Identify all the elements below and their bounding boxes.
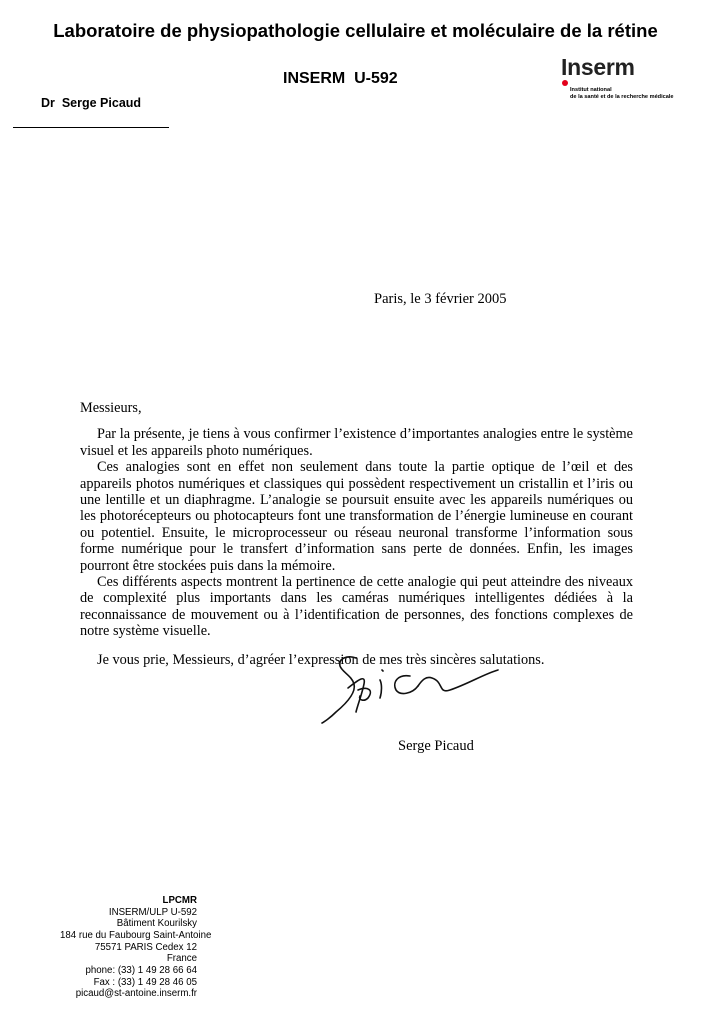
paragraph: Par la présente, je tiens à vous confirmer l’existence d’importantes analogies entre le système visuel et les appareils photo numériques.: [80, 426, 633, 459]
footer-line: 75571 PARIS Cedex 12: [94, 941, 197, 953]
footer-line: France: [166, 953, 197, 965]
closing-line: Je vous prie, Messieurs, d’agréer l’expression de mes très sincères salutations.: [97, 651, 545, 668]
logo-red-dot: [562, 80, 568, 86]
author-name-header: Dr Serge Picaud: [41, 96, 142, 110]
logo-subtitle-line2: de la santé et de la recherche médicale: [570, 94, 674, 100]
letter-date: Paris, le 3 février 2005: [374, 291, 507, 307]
signer-name: Serge Picaud: [398, 738, 474, 754]
footer-org: LPCMR: [162, 895, 197, 906]
unit-label: INSERM U-592: [283, 70, 398, 87]
letter-body: [80, 400, 633, 668]
paragraph: Ces analogies sont en effet non seulement dans toute la partie optique de l’œil et des appareils photos numériques et classiques qui possèdent respectivement un cristallin et l’iris ou une lentille et un diaphragme. L’analogie se poursuit ensuite avec les appareils numériques ou les photorécepteurs ou photocapteurs font une transformation de l’énergie lumineuse en courant ou potentiel. Ensuite, le microprocesseur ou réseau neuronal transforme l’information sous forme numérique pour le transfert d’information sans perte de données. Enfin, les images pourront être stockées puis dans la mémoire.: [80, 459, 633, 574]
footer-email: picaud@st-antoine.inserm.fr: [75, 988, 197, 1000]
footer-line: 184 rue du Faubourg Saint-Antoine: [60, 929, 212, 941]
footer-line: Bâtiment Kourilsky: [116, 918, 197, 930]
logo-wordmark: Inserm: [561, 54, 635, 80]
footer-phone: phone: (33) 1 49 28 66 64: [85, 964, 197, 976]
handwritten-signature: [318, 650, 500, 726]
inserm-logo: [561, 50, 681, 110]
salutation: Messieurs,: [80, 400, 142, 416]
paragraph: Ces différents aspects montrent la pertinence de cette analogie qui peut atteindre des niveaux de complexité plus importants dans les caméras numériques intelligentes dédiées à la reconnaissance de mouvement ou à l’identification de personnes, des fonctions complexes de notre système visuelle.: [80, 574, 633, 640]
footer-address: [60, 895, 212, 1000]
footer-fax: Fax : (33) 1 49 28 46 05: [93, 976, 197, 988]
header-underline: [13, 127, 169, 128]
lab-title: Laboratoire de physiopathologie cellulaire et moléculaire de la rétine: [53, 20, 658, 41]
logo-subtitle-line1: Institut national: [570, 87, 612, 93]
footer-line: INSERM/ULP U-592: [108, 906, 197, 918]
